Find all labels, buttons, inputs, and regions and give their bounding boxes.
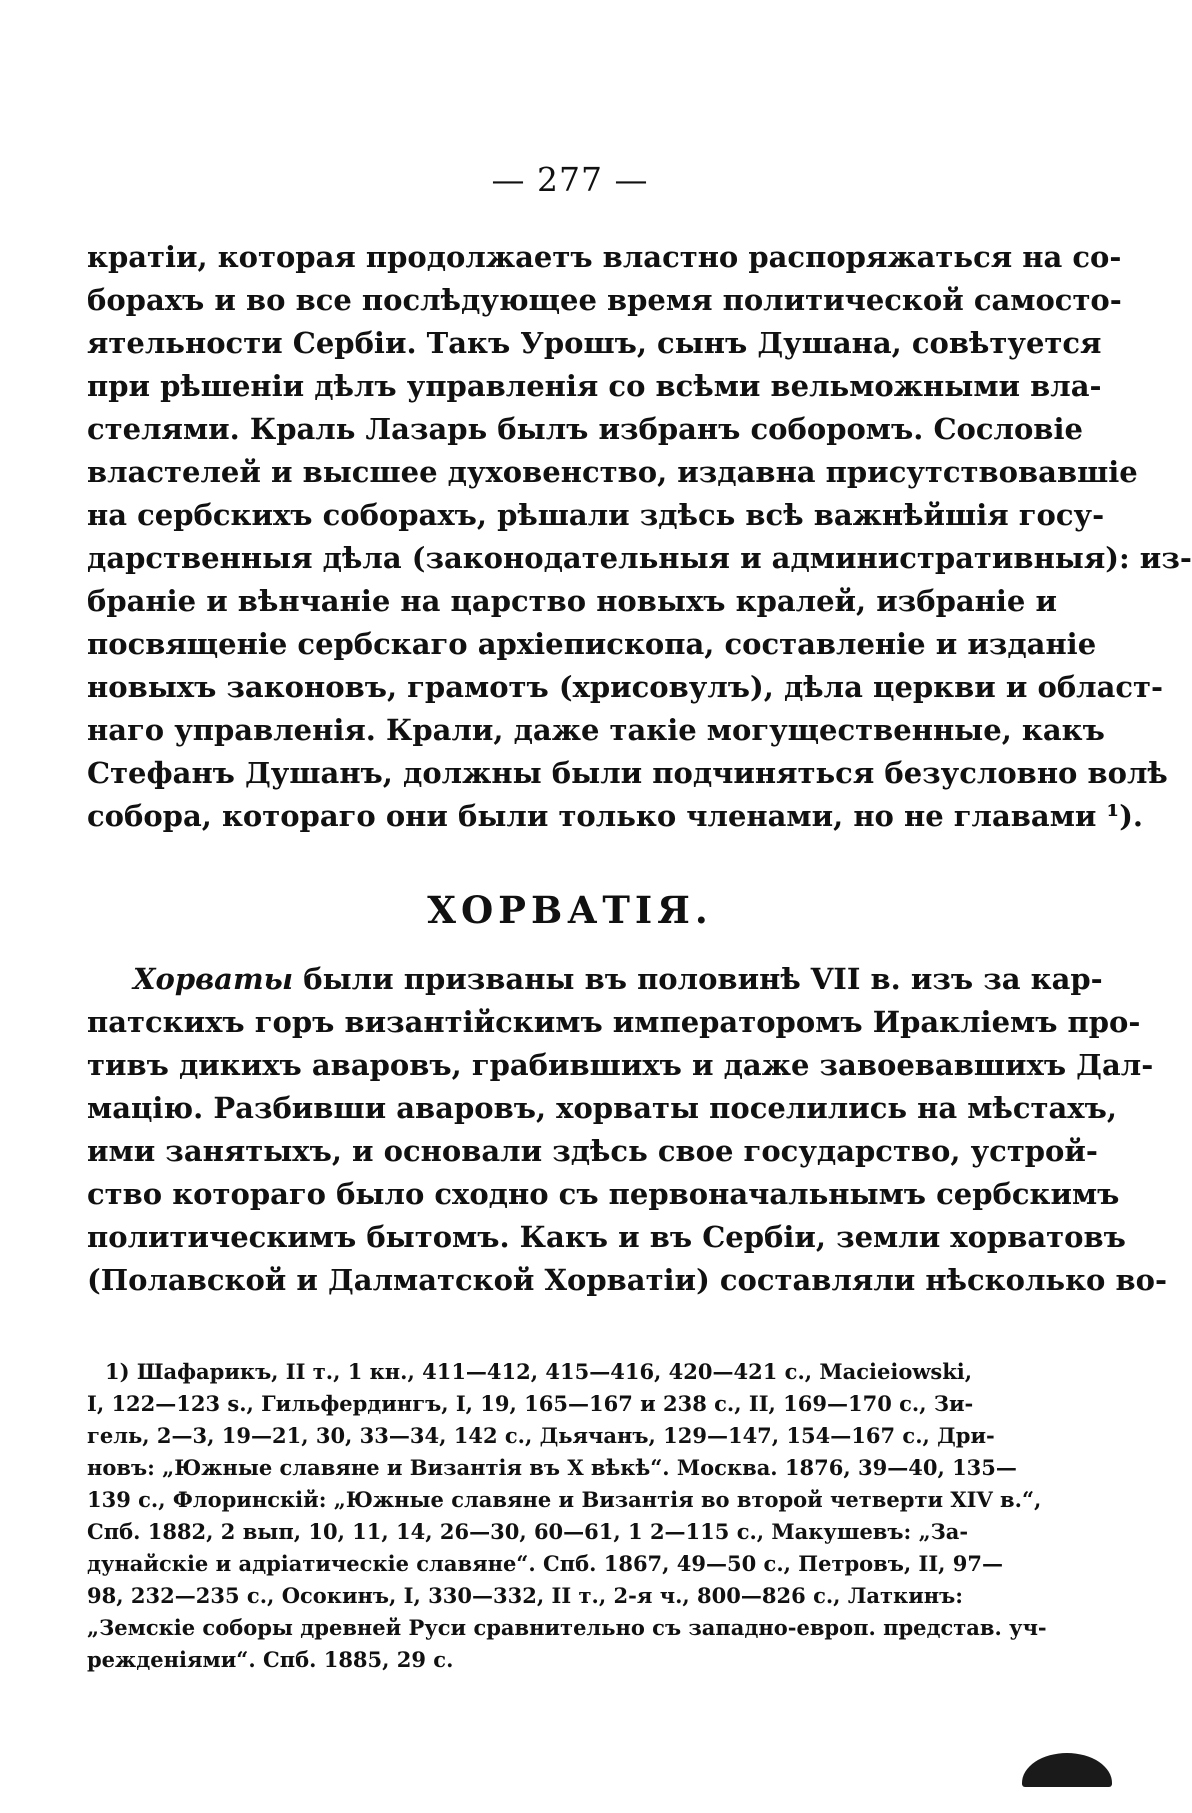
page-number: — 277 — (491, 160, 649, 199)
footnote-line: I, 122—123 s., Гильфердингъ, I, 19, 165—167 и 238 с., II, 169—170 с., Зи- (87, 1391, 974, 1416)
text-line: на сербскихъ соборахъ, рѣшали здѣсь всѣ важнѣйшія госу- (87, 498, 1105, 532)
paragraph-serbia (87, 236, 1192, 838)
text-line: (Полавской и Далматской Хорватіи) составляли нѣсколько во- (87, 1263, 1167, 1297)
section-heading: ХОРВАТІЯ. (427, 888, 713, 932)
text-line: ими занятыхъ, и основали здѣсь свое государство, устрой- (87, 1134, 1098, 1168)
text-line: при рѣшеніи дѣлъ управленія со всѣми вельможными вла- (87, 369, 1102, 403)
text-line: тивъ дикихъ аваровъ, грабившихъ и даже завоевавшихъ Дал- (87, 1048, 1154, 1082)
first-line-rest: были призваны въ половинѣ VII в. изъ за кар- (303, 962, 1103, 996)
lead-italic-term: Хорваты (133, 962, 294, 996)
text-line: ятельности Сербіи. Такъ Урошъ, сынъ Душана, совѣтуется (87, 326, 1102, 360)
footnote-line: 139 с., Флоринскій: „Южные славяне и Византія во второй четверти XIV в.“, (87, 1487, 1042, 1512)
paragraph-croatia (87, 958, 1167, 1302)
footnote-line: 98, 232—235 с., Осокинъ, I, 330—332, II т., 2-я ч., 800—826 с., Латкинъ: (87, 1583, 963, 1608)
text-line: стелями. Краль Лазарь былъ избранъ соборомъ. Сословіе (87, 412, 1083, 446)
text-line: дарственныя дѣла (законодательныя и административныя): из- (87, 541, 1192, 575)
footnote-line: Спб. 1882, 2 вып, 10, 11, 14, 26—30, 60—61, 1 2—115 с., Макушевъ: „За- (87, 1519, 969, 1544)
footnote-line: реждeніями“. Спб. 1885, 29 с. (87, 1647, 454, 1672)
text-line: ство котораго было сходно съ первоначальнымъ сербскимъ (87, 1177, 1120, 1211)
footnote-line: гель, 2—3, 19—21, 30, 33—34, 142 с., Дьячанъ, 129—147, 154—167 с., Дри- (87, 1423, 995, 1448)
text-line: патскихъ горъ византійскимъ императоромъ Иракліемъ про- (87, 1005, 1141, 1039)
footnote-line: 1) Шафарикъ, II т., 1 кн., 411—412, 415—416, 420—421 с., Macieiowski, (105, 1359, 973, 1384)
text-line: властелей и высшее духовенство, издавна присутствовавшіе (87, 455, 1138, 489)
footnote (87, 1356, 1047, 1676)
text-line: борахъ и во все послѣдующее время политической самосто- (87, 283, 1122, 317)
text-line: наго управленія. Крали, даже такіе могущественные, какъ (87, 713, 1105, 747)
text-line-first (87, 958, 1103, 1001)
text-line: кратіи, которая продолжаетъ властно распоряжаться на со- (87, 240, 1122, 274)
text-line: браніе и вѣнчаніе на царство новыхъ кралей, избраніе и (87, 584, 1057, 618)
footnote-line: новъ: „Южные славяне и Византія въ X вѣкѣ“. Москва. 1876, 39—40, 135— (87, 1455, 1017, 1480)
ink-blot (1022, 1753, 1112, 1787)
text-line: мацію. Разбивши аваровъ, хорваты поселились на мѣстахъ, (87, 1091, 1117, 1125)
text-line: политическимъ бытомъ. Какъ и въ Сербіи, земли хорватовъ (87, 1220, 1126, 1254)
footnote-line: „Земскіе соборы древней Руси сравнительно съ западно-европ. представ. уч- (87, 1615, 1047, 1640)
text-line: посвященіе сербскаго архіепископа, составленіе и изданіе (87, 627, 1097, 661)
footnote-line: дунайскіе и адріатическіе славяне“. Спб. 1867, 49—50 с., Петровъ, II, 97— (87, 1551, 1003, 1576)
text-line: Стефанъ Душанъ, должны были подчиняться безусловно волѣ (87, 756, 1168, 790)
text-line: новыхъ законовъ, грамотъ (хрисовулъ), дѣла церкви и област- (87, 670, 1164, 704)
text-line: собора, котораго они были только членами, но не главами ¹). (87, 799, 1144, 833)
